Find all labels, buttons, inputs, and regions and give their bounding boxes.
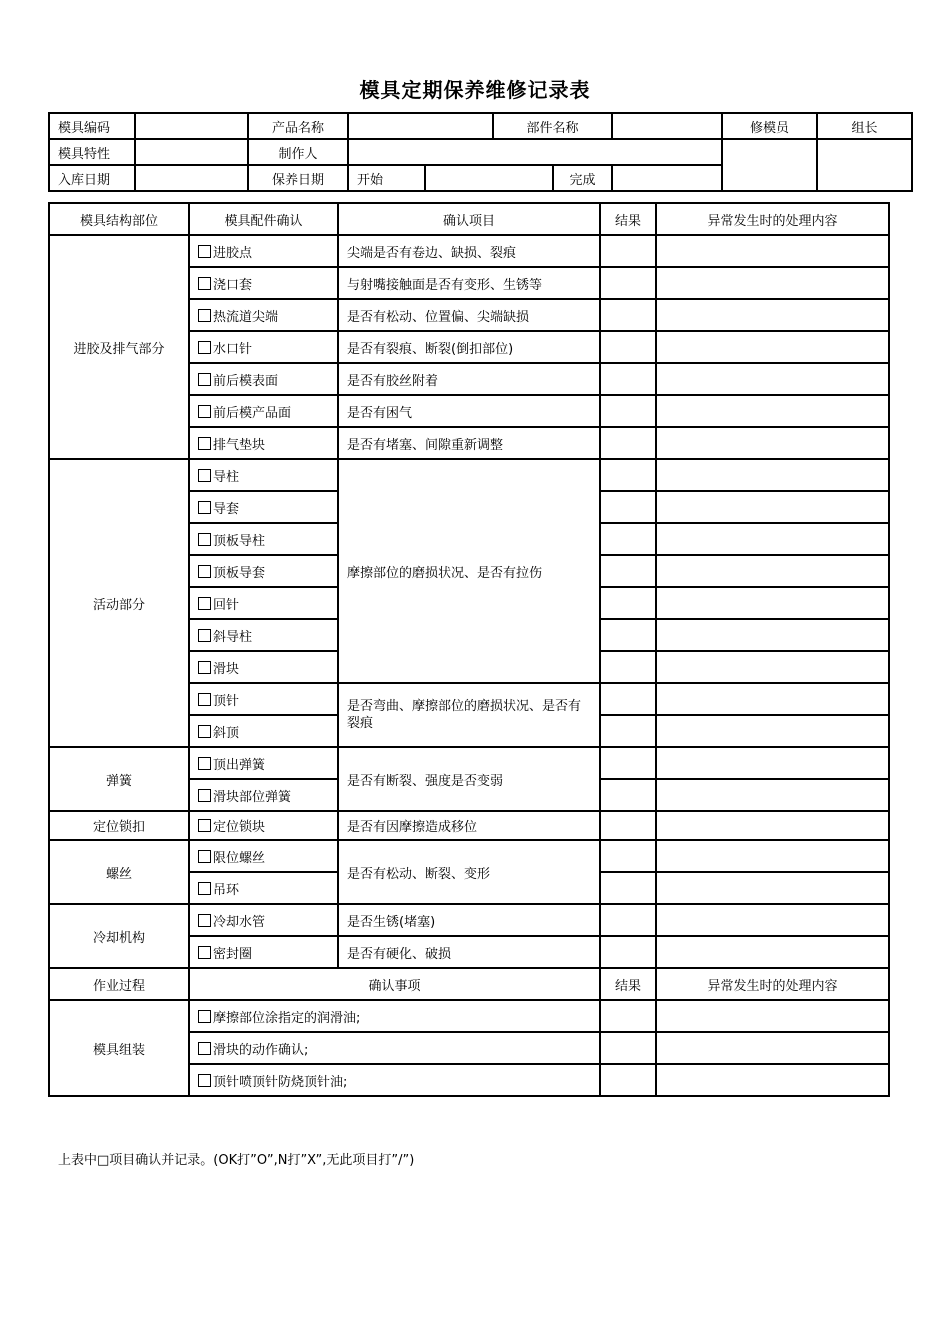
check-item: 摩擦部位的磨损状况、是否有拉伤 bbox=[338, 459, 600, 683]
part-item[interactable]: 滑块部位弹簧 bbox=[189, 779, 338, 811]
process-item[interactable]: 摩擦部位涂指定的润滑油; bbox=[189, 1000, 600, 1032]
part-item[interactable]: 吊环 bbox=[189, 872, 338, 904]
handling-cell[interactable] bbox=[656, 904, 889, 936]
repairer-signature-field[interactable] bbox=[722, 139, 817, 191]
check-item-header: 确认项目 bbox=[338, 203, 600, 235]
result-cell[interactable] bbox=[600, 811, 656, 840]
result-cell[interactable] bbox=[600, 395, 656, 427]
part-name-field[interactable] bbox=[612, 113, 722, 139]
checkbox-icon[interactable] bbox=[198, 789, 211, 802]
handling-cell[interactable] bbox=[656, 459, 889, 491]
product-name-label: 产品名称 bbox=[248, 113, 348, 139]
handling-cell[interactable] bbox=[656, 235, 889, 267]
handling-cell[interactable] bbox=[656, 811, 889, 840]
check-item: 是否有断裂、强度是否变弱 bbox=[338, 747, 600, 811]
finish-label: 完成 bbox=[553, 165, 612, 191]
result-cell[interactable] bbox=[600, 683, 656, 715]
process-result-header: 结果 bbox=[600, 968, 656, 1000]
start-label: 开始 bbox=[348, 165, 425, 191]
handling-cell[interactable] bbox=[656, 651, 889, 683]
checkbox-icon[interactable] bbox=[198, 405, 211, 418]
result-cell[interactable] bbox=[600, 235, 656, 267]
handling-cell[interactable] bbox=[656, 872, 889, 904]
checkbox-icon[interactable] bbox=[198, 597, 211, 610]
handling-cell[interactable] bbox=[656, 619, 889, 651]
result-header: 结果 bbox=[600, 203, 656, 235]
section-inject-exhaust: 进胶及排气部分 bbox=[49, 235, 189, 459]
process-handling-header: 异常发生时的处理内容 bbox=[656, 968, 889, 1000]
result-cell[interactable] bbox=[600, 1064, 656, 1096]
part-item[interactable]: 斜顶 bbox=[189, 715, 338, 747]
checklist-table bbox=[48, 202, 890, 1097]
checkbox-icon[interactable] bbox=[198, 437, 211, 450]
checkbox-icon[interactable] bbox=[198, 277, 211, 290]
result-cell[interactable] bbox=[600, 555, 656, 587]
part-item[interactable]: 回针 bbox=[189, 587, 338, 619]
confirm-header: 确认事项 bbox=[189, 968, 600, 1000]
section-lock: 定位锁扣 bbox=[49, 811, 189, 840]
checkbox-icon[interactable] bbox=[198, 373, 211, 386]
part-item[interactable]: 顶出弹簧 bbox=[189, 747, 338, 779]
result-cell[interactable] bbox=[600, 331, 656, 363]
handling-cell[interactable] bbox=[656, 363, 889, 395]
team-leader-label: 组长 bbox=[817, 113, 912, 139]
part-item[interactable]: 水口针 bbox=[189, 331, 338, 363]
check-item: 是否有因摩擦造成移位 bbox=[338, 811, 600, 840]
checkbox-icon[interactable] bbox=[198, 565, 211, 578]
section-moving: 活动部分 bbox=[49, 459, 189, 747]
storage-date-label: 入库日期 bbox=[49, 165, 135, 191]
part-item[interactable]: 排气垫块 bbox=[189, 427, 338, 459]
result-cell[interactable] bbox=[600, 715, 656, 747]
part-item[interactable]: 导柱 bbox=[189, 459, 338, 491]
result-cell[interactable] bbox=[600, 427, 656, 459]
check-item: 与射嘴接触面是否有变形、生锈等 bbox=[338, 267, 600, 299]
mold-code-field[interactable] bbox=[135, 113, 248, 139]
part-item[interactable]: 密封圈 bbox=[189, 936, 338, 968]
result-cell[interactable] bbox=[600, 363, 656, 395]
handling-cell[interactable] bbox=[656, 683, 889, 715]
process-item[interactable]: 滑块的动作确认; bbox=[189, 1032, 600, 1064]
handling-cell[interactable] bbox=[656, 936, 889, 968]
check-item: 是否有困气 bbox=[338, 395, 600, 427]
result-cell[interactable] bbox=[600, 299, 656, 331]
part-item[interactable]: 定位锁块 bbox=[189, 811, 338, 840]
checkbox-icon[interactable] bbox=[198, 914, 211, 927]
handling-cell[interactable] bbox=[656, 299, 889, 331]
result-cell[interactable] bbox=[600, 651, 656, 683]
part-item[interactable]: 进胶点 bbox=[189, 235, 338, 267]
result-cell[interactable] bbox=[600, 779, 656, 811]
result-cell[interactable] bbox=[600, 840, 656, 872]
checkbox-icon[interactable] bbox=[198, 245, 211, 258]
section-spring: 弹簧 bbox=[49, 747, 189, 811]
section-assembly: 模具组装 bbox=[49, 1000, 189, 1096]
mold-feature-label: 模具特性 bbox=[49, 139, 135, 165]
result-cell[interactable] bbox=[600, 619, 656, 651]
section-cooling: 冷却机构 bbox=[49, 904, 189, 968]
form-title: 模具定期保养维修记录表 bbox=[359, 78, 591, 102]
finish-date-field[interactable] bbox=[612, 165, 722, 191]
start-date-field[interactable] bbox=[425, 165, 553, 191]
check-item: 是否有松动、断裂、变形 bbox=[338, 840, 600, 904]
result-cell[interactable] bbox=[600, 1032, 656, 1064]
footnote: 上表中□项目确认并记录。(OK打”O”,N打”X”,无此项目打”/”) bbox=[58, 1153, 415, 1168]
structure-header: 模具结构部位 bbox=[49, 203, 189, 235]
checkbox-icon[interactable] bbox=[198, 1042, 211, 1055]
storage-date-field[interactable] bbox=[135, 165, 248, 191]
part-item[interactable]: 顶板导柱 bbox=[189, 523, 338, 555]
result-cell[interactable] bbox=[600, 587, 656, 619]
checkbox-icon[interactable] bbox=[198, 533, 211, 546]
checkbox-icon[interactable] bbox=[198, 757, 211, 770]
handling-cell[interactable] bbox=[656, 1000, 889, 1032]
part-item[interactable]: 导套 bbox=[189, 491, 338, 523]
part-name-label: 部件名称 bbox=[493, 113, 612, 139]
checkbox-icon[interactable] bbox=[198, 1074, 211, 1087]
check-item: 是否有松动、位置偏、尖端缺损 bbox=[338, 299, 600, 331]
checkbox-icon[interactable] bbox=[198, 850, 211, 863]
handling-header: 异常发生时的处理内容 bbox=[656, 203, 889, 235]
handling-cell[interactable] bbox=[656, 267, 889, 299]
checkbox-icon[interactable] bbox=[198, 693, 211, 706]
checkbox-icon[interactable] bbox=[198, 469, 211, 482]
handling-cell[interactable] bbox=[656, 395, 889, 427]
handling-cell[interactable] bbox=[656, 715, 889, 747]
info-table bbox=[48, 112, 913, 192]
checkbox-icon[interactable] bbox=[198, 725, 211, 738]
handling-cell[interactable] bbox=[656, 523, 889, 555]
part-item[interactable]: 限位螺丝 bbox=[189, 840, 338, 872]
part-item[interactable]: 前后模产品面 bbox=[189, 395, 338, 427]
team-leader-signature-field[interactable] bbox=[817, 139, 912, 191]
check-item: 是否生锈(堵塞) bbox=[338, 904, 600, 936]
handling-cell[interactable] bbox=[656, 747, 889, 779]
check-item: 是否有胶丝附着 bbox=[338, 363, 600, 395]
checkbox-icon[interactable] bbox=[198, 946, 211, 959]
process-item[interactable]: 顶针喷顶针防烧顶针油; bbox=[189, 1064, 600, 1096]
check-item: 是否有硬化、破损 bbox=[338, 936, 600, 968]
maintenance-date-label: 保养日期 bbox=[248, 165, 348, 191]
check-item: 是否有裂痕、断裂(倒扣部位) bbox=[338, 331, 600, 363]
handling-cell[interactable] bbox=[656, 555, 889, 587]
repairer-label: 修模员 bbox=[722, 113, 817, 139]
product-name-field[interactable] bbox=[348, 113, 493, 139]
handling-cell[interactable] bbox=[656, 1032, 889, 1064]
part-item[interactable]: 热流道尖端 bbox=[189, 299, 338, 331]
result-cell[interactable] bbox=[600, 267, 656, 299]
check-item: 是否弯曲、摩擦部位的磨损状况、是否有裂痕 bbox=[338, 683, 600, 747]
checkbox-icon[interactable] bbox=[198, 341, 211, 354]
handling-cell[interactable] bbox=[656, 491, 889, 523]
process-header: 作业过程 bbox=[49, 968, 189, 1000]
checkbox-icon[interactable] bbox=[198, 819, 211, 832]
part-item[interactable]: 顶针 bbox=[189, 683, 338, 715]
mold-feature-field[interactable] bbox=[135, 139, 248, 165]
mold-code-label: 模具编码 bbox=[49, 113, 135, 139]
result-cell[interactable] bbox=[600, 904, 656, 936]
result-cell[interactable] bbox=[600, 459, 656, 491]
accessory-header: 模具配件确认 bbox=[189, 203, 338, 235]
checkbox-icon[interactable] bbox=[198, 882, 211, 895]
result-cell[interactable] bbox=[600, 936, 656, 968]
maker-label: 制作人 bbox=[248, 139, 348, 165]
handling-cell[interactable] bbox=[656, 427, 889, 459]
checkbox-icon[interactable] bbox=[198, 309, 211, 322]
section-screw: 螺丝 bbox=[49, 840, 189, 904]
part-item[interactable]: 浇口套 bbox=[189, 267, 338, 299]
part-item[interactable]: 顶板导套 bbox=[189, 555, 338, 587]
handling-cell[interactable] bbox=[656, 840, 889, 872]
result-cell[interactable] bbox=[600, 491, 656, 523]
check-item: 尖端是否有卷边、缺损、裂痕 bbox=[338, 235, 600, 267]
part-item[interactable]: 冷却水管 bbox=[189, 904, 338, 936]
result-cell[interactable] bbox=[600, 523, 656, 555]
checkbox-icon[interactable] bbox=[198, 629, 211, 642]
maker-field[interactable] bbox=[348, 139, 722, 165]
handling-cell[interactable] bbox=[656, 331, 889, 363]
part-item[interactable]: 滑块 bbox=[189, 651, 338, 683]
handling-cell[interactable] bbox=[656, 587, 889, 619]
part-item[interactable]: 斜导柱 bbox=[189, 619, 338, 651]
part-item[interactable]: 前后模表面 bbox=[189, 363, 338, 395]
handling-cell[interactable] bbox=[656, 779, 889, 811]
result-cell[interactable] bbox=[600, 872, 656, 904]
result-cell[interactable] bbox=[600, 1000, 656, 1032]
checkbox-icon[interactable] bbox=[198, 1010, 211, 1023]
checkbox-icon[interactable] bbox=[198, 501, 211, 514]
checkbox-icon[interactable] bbox=[198, 661, 211, 674]
check-item: 是否有堵塞、间隙重新调整 bbox=[338, 427, 600, 459]
result-cell[interactable] bbox=[600, 747, 656, 779]
handling-cell[interactable] bbox=[656, 1064, 889, 1096]
